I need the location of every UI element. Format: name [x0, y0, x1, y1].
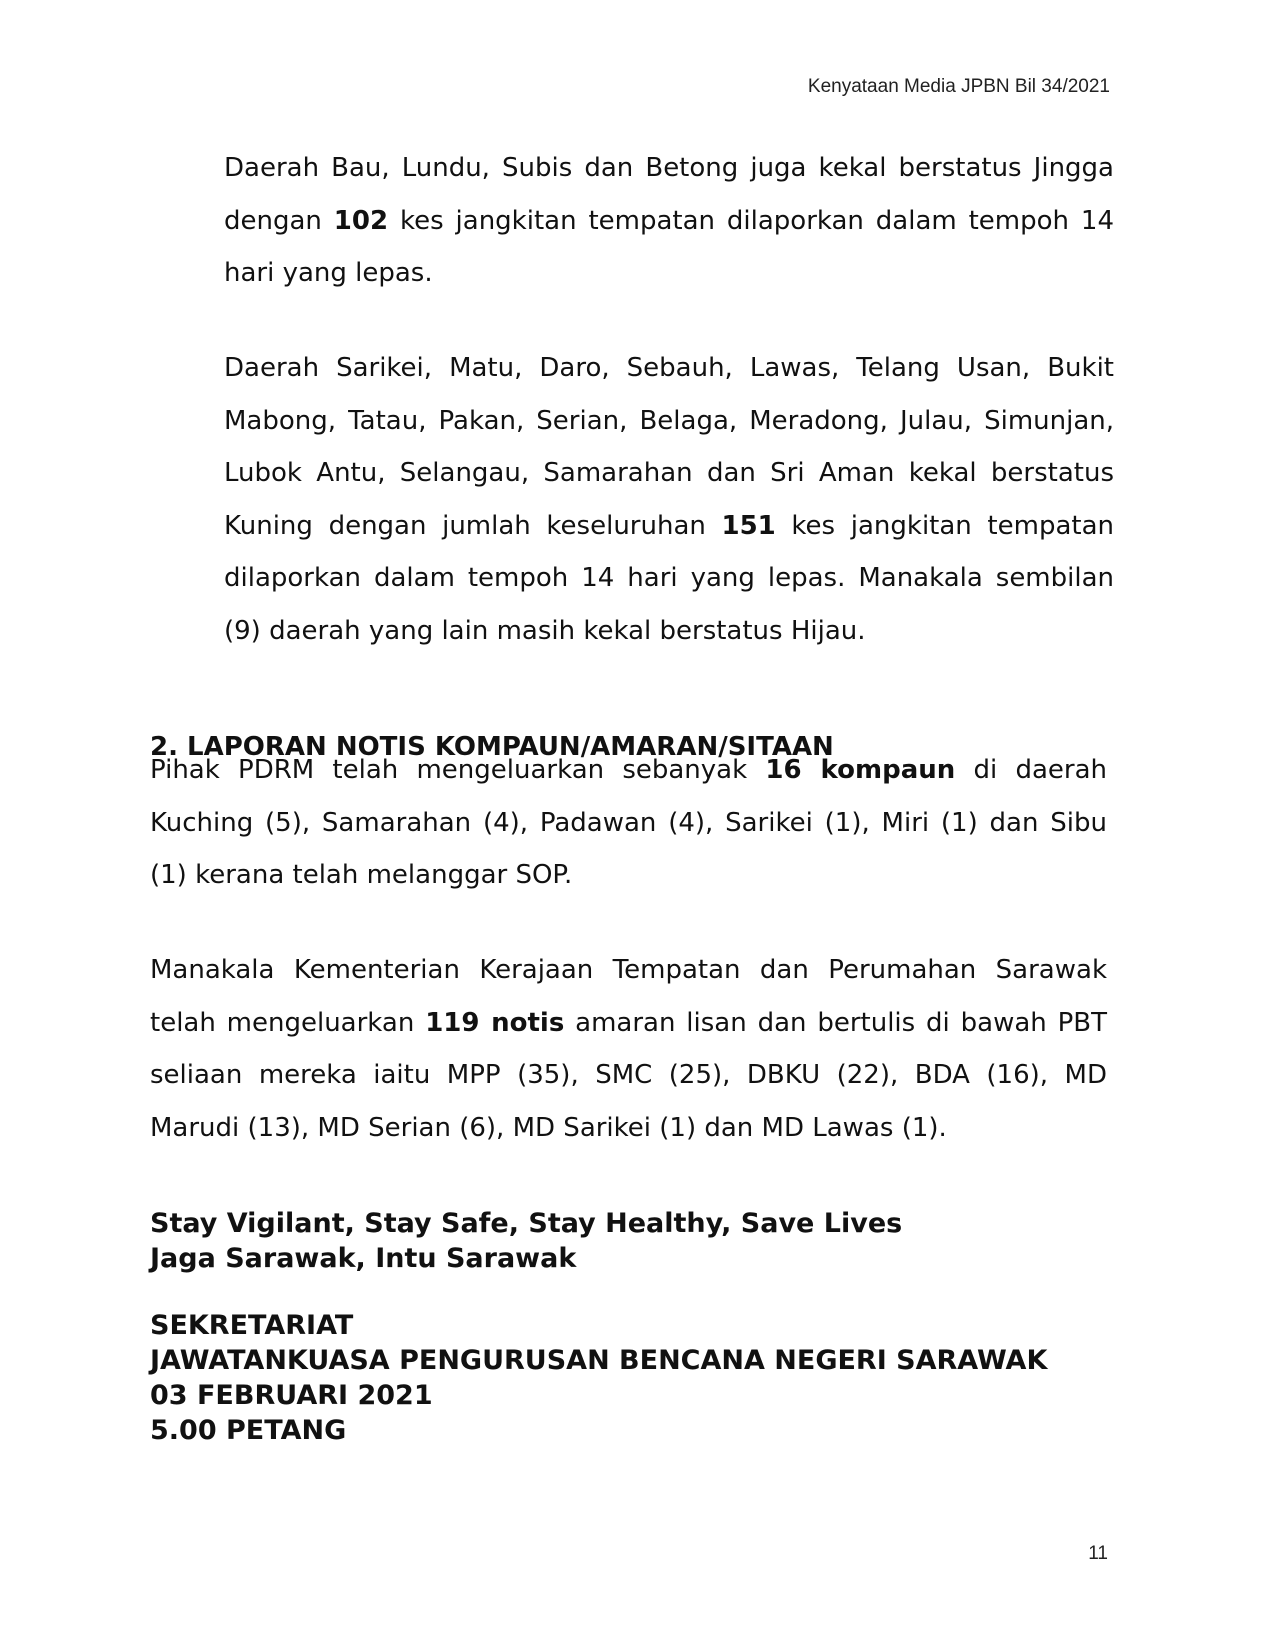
section-heading: 2. LAPORAN NOTIS KOMPAUN/AMARAN/SITAAN	[150, 732, 834, 762]
paragraph-kuning-status	[224, 342, 1114, 657]
paragraph-text: kes jangkitan tempatan dilaporkan dalam tempoh 14 hari yang lepas.	[224, 205, 1114, 288]
slogan-line: Jaga Sarawak, Intu Sarawak	[150, 1243, 577, 1274]
paragraph-ministry-notices	[150, 944, 1107, 1154]
case-count-bold: 151	[721, 510, 776, 541]
slogan-line: Stay Vigilant, Stay Safe, Stay Healthy, Save Lives	[150, 1208, 903, 1239]
paragraph-jingga-status	[224, 142, 1114, 300]
compound-count-bold: 16 kompaun	[765, 755, 956, 785]
document-header: Kenyataan Media JPBN Bil 34/2021	[807, 76, 1110, 97]
paragraph-text: Pihak PDRM telah mengeluarkan sebanyak	[150, 755, 766, 785]
paragraph-text: kes jangkitan tempatan dilaporkan dalam tempoh 14 hari yang lepas. Manakala sembilan (9) daerah yang lain masih kekal berstatus Hijau.	[224, 510, 1114, 646]
notice-count-bold: 119 notis	[425, 1007, 565, 1038]
signature-block	[150, 1308, 1047, 1448]
signature-line: SEKRETARIAT	[150, 1310, 354, 1341]
paragraph-text: Manakala Kementerian Kerajaan Tempatan dan Perumahan Sarawak telah mengeluarkan	[150, 955, 1107, 1038]
page-number: 11	[1088, 1543, 1108, 1564]
paragraph-text: amaran lisan dan bertulis di bawah PBT seliaan mereka iaitu MPP (35), SMC (25), DBKU (22), BDA (16), MD Marudi (13), MD Serian (6), MD Sarikei (1) dan MD Lawas (1).	[150, 1007, 1107, 1143]
paragraph-text: Daerah Bau, Lundu, Subis dan Betong juga kekal berstatus Jingga dengan	[224, 153, 1114, 236]
paragraph-text: Daerah Sarikei, Matu, Daro, Sebauh, Lawas, Telang Usan, Bukit Mabong, Tatau, Pakan, Serian, Belaga, Meradong, Julau, Simunjan, Lubok Antu, Selangau, Samarahan dan Sri Aman kekal berstatus Kuning dengan jumlah keseluruhan	[224, 353, 1114, 541]
case-count-bold: 102	[333, 205, 389, 236]
signature-line: JAWATANKUASA PENGURUSAN BENCANA NEGERI SARAWAK	[150, 1345, 1048, 1376]
slogan-block	[150, 1206, 902, 1276]
signature-time: 5.00 PETANG	[150, 1415, 347, 1446]
paragraph-pdrm-compounds	[150, 744, 1107, 902]
signature-date: 03 FEBRUARI 2021	[150, 1380, 433, 1411]
paragraph-text: di daerah Kuching (5), Samarahan (4), Padawan (4), Sarikei (1), Miri (1) dan Sibu (1) kerana telah melanggar SOP.	[150, 755, 1107, 890]
